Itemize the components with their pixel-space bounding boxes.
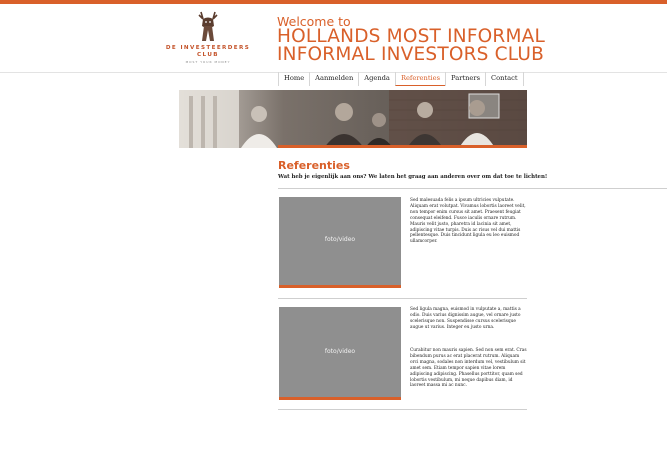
- banner-accent-strip: [278, 145, 527, 148]
- reference-text-2b: Curabitur non mauris sapien. Sed non sem erat. Cras bibendum purus ac erat placerat rutrum. Aliquam orci magna, sodales non interdum vel, vestibulum sit amet sem. Etiam tempor sapien vitae lorem adipiscing adipiscing. Phasellus porttitor, quam sed lobortis vestibulum, mi neque dapibus diam, id laoreet massa mi ac nunc.: [410, 348, 527, 389]
- logo-name: DE INVESTEERDERS CLUB: [165, 45, 251, 58]
- page-title: Referenties: [278, 159, 350, 172]
- intro-divider: [278, 188, 667, 189]
- nav-partners[interactable]: Partners: [445, 72, 485, 86]
- media-accent-bar: [279, 397, 401, 400]
- reference-media-1[interactable]: [279, 197, 401, 288]
- page-intro: Wat heb je eigenlijk aan ons? We laten het graag aan anderen over om dat toe te lichten!: [278, 174, 548, 180]
- nav-home[interactable]: Home: [278, 72, 309, 86]
- club-logo[interactable]: [160, 10, 256, 70]
- logo-tagline: MOST YOUR MONEY: [185, 60, 231, 64]
- headline-line-1: HOLLANDS MOST INFORMAL: [277, 26, 545, 47]
- reference-divider: [278, 409, 527, 410]
- nav-agenda[interactable]: Agenda: [358, 72, 395, 86]
- banner-photo: [179, 90, 527, 148]
- main-nav: [278, 72, 524, 86]
- nav-referenties[interactable]: Referenties: [395, 72, 445, 86]
- nav-contact[interactable]: Contact: [485, 72, 524, 86]
- top-accent-bar: [0, 0, 667, 4]
- media-placeholder-label: foto/video: [324, 236, 356, 243]
- reference-divider: [278, 298, 527, 299]
- reference-text-1: Sed malesuada felis a ipsum ultricies vulputate. Aliquam erat volutpat. Vivamus lobortis laoreet velit, non tempor enim cursus sit amet. Praesent feugiat consequat eleifend. Fusce iaculis ornare rutrum. Mauris velit justo, pharetra id lacinia sit amet, adipiscing vitae turpis. Duis ac risus vel dui mattis pellentesque. Duis tincidunt ligula eu leo euismod ullamcorper.: [410, 198, 526, 245]
- headline-line-2: INFORMAL INVESTORS CLUB: [277, 44, 545, 65]
- nav-aanmelden[interactable]: Aanmelden: [309, 72, 358, 86]
- media-accent-bar: [279, 285, 401, 288]
- antler-mascot-icon: [193, 10, 223, 44]
- welcome-text: Welcome to: [277, 14, 351, 29]
- header-photo-banner: [179, 90, 527, 148]
- media-placeholder-label: foto/video: [324, 348, 356, 355]
- reference-text-2a: Sed ligula magna, euismod in vulputate a, mattis a odio. Duis varius dignissim augue, vel ornare justo scelerisque non. Suspendisse cursus scelerisque augue ut varius. Integer eu justo urna.: [410, 307, 521, 330]
- reference-media-2[interactable]: [279, 307, 401, 400]
